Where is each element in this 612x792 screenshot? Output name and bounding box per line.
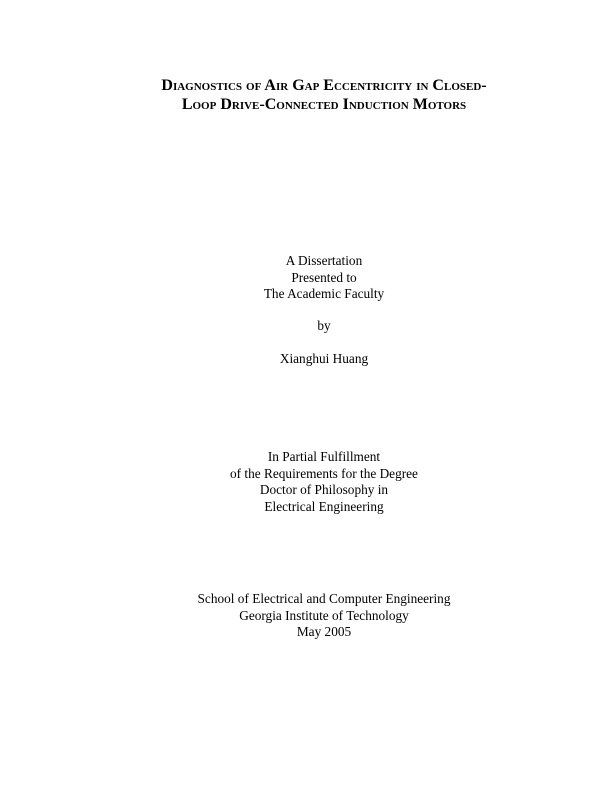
institute-name: Georgia Institute of Technology [239, 607, 409, 623]
by-text: by [317, 318, 331, 333]
school-name: School of Electrical and Computer Engineering [197, 591, 451, 606]
submission-date: May 2005 [296, 624, 352, 639]
author-name: Xianghui Huang [279, 351, 369, 366]
submission-line-1: A Dissertation [285, 253, 363, 268]
author-block [0, 351, 612, 368]
submission-line-3: The Academic Faculty [263, 286, 385, 301]
fulfillment-line-3: Doctor of Philosophy in [259, 482, 389, 497]
dissertation-title [0, 76, 612, 114]
fulfillment-line-4: Electrical Engineering [264, 498, 384, 514]
degree-fulfillment [0, 449, 612, 515]
title-line-2: Loop Drive-Connected Induction Motors [181, 96, 467, 113]
fulfillment-line-2: of the Requirements for the Degree [230, 465, 418, 481]
fulfillment-line-1: In Partial Fulfillment [267, 449, 381, 464]
submission-line-2: Presented to [291, 269, 357, 285]
title-line-1: Diagnostics of Air Gap Eccentricity in Closed- [161, 77, 487, 94]
institution-block [0, 591, 612, 641]
by-label [0, 318, 612, 335]
submission-statement [0, 253, 612, 303]
